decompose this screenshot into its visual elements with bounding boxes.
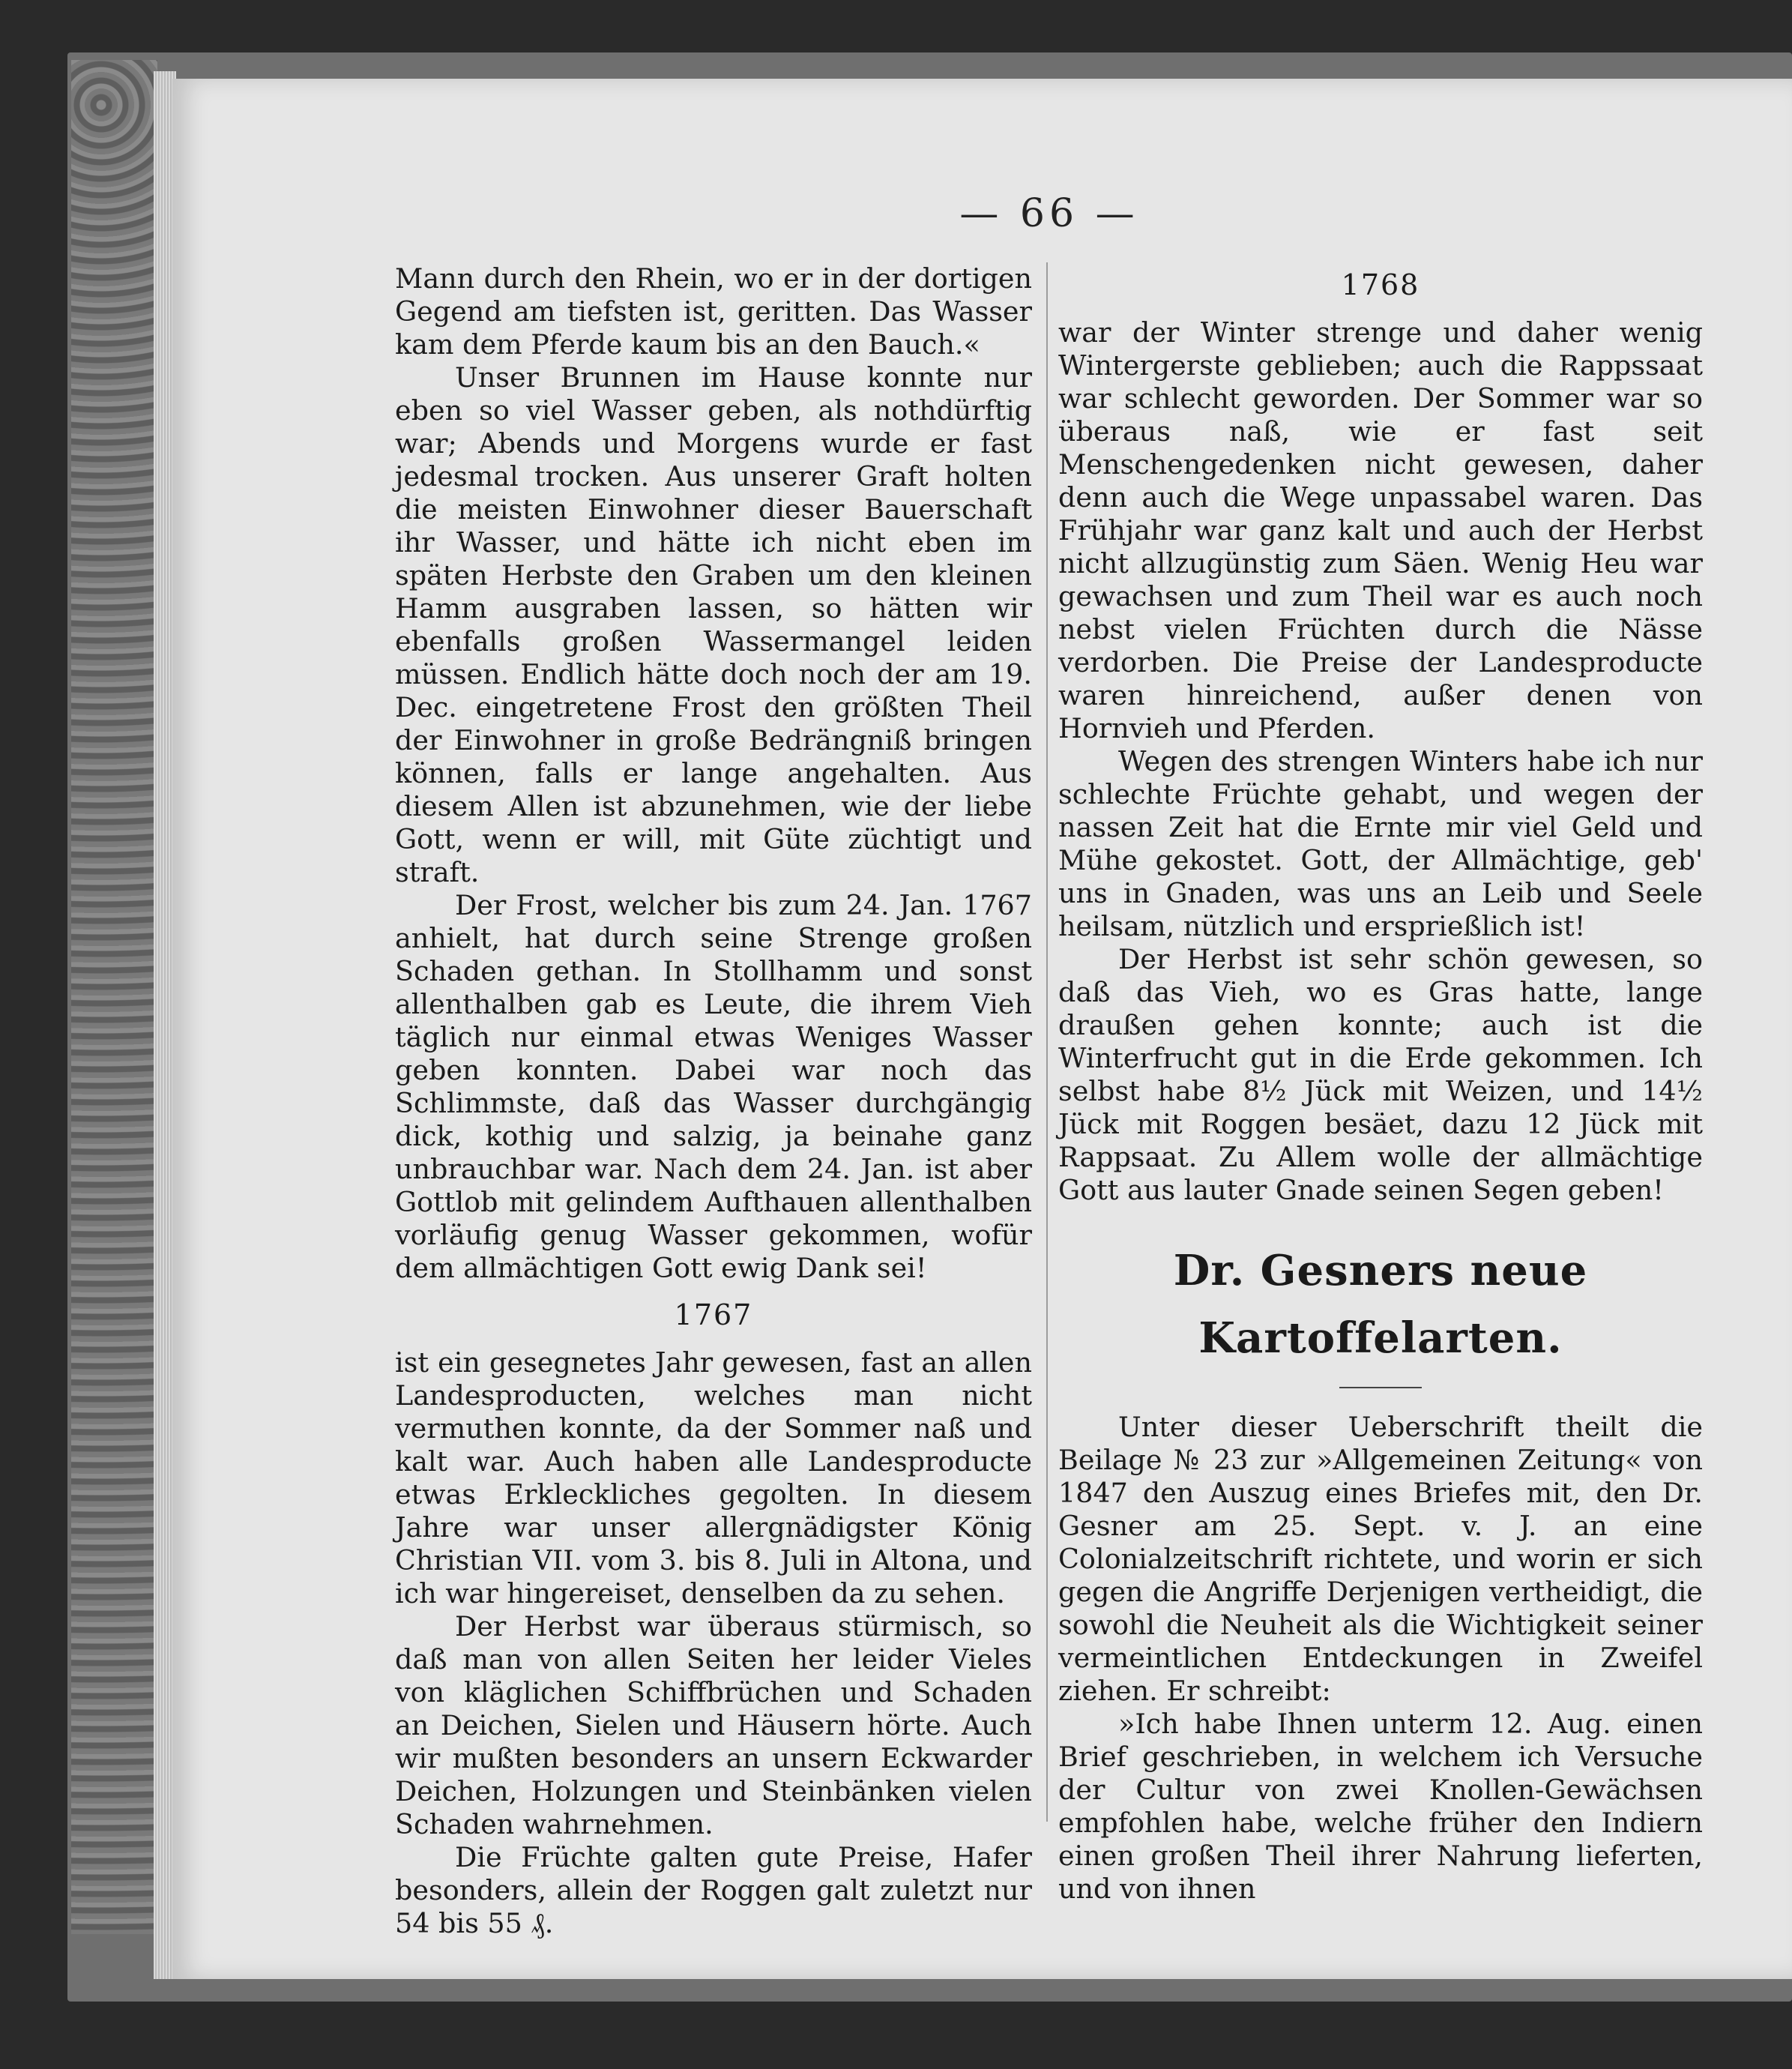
left-column [395, 262, 1032, 1940]
page-number: — 66 — [959, 191, 1139, 236]
left-paragraph-3: Der Frost, welcher bis zum 24. Jan. 1767 anhielt, hat durch seine Strenge großen Schaden gethan. In Stollhamm und sonst allenthalben gab es Leute, die ihrem Vieh täglich nur einmal etwas Weniges Wasser geben konnten. Dabei war noch das Schlimmste, daß das Wasser durchgängig dick, kothig und salzig, ja beinahe ganz unbrauchbar war. Nach dem 24. Jan. ist aber Gottlob mit gelindem Aufthauen allenthalben vorläufig genug Wasser gekommen, wofür dem allmächtigen Gott ewig Dank sei! [395, 889, 1032, 1284]
year-heading-1767: 1767 [674, 1298, 753, 1331]
left-paragraph-1: Mann durch den Rhein, wo er in der dortigen Gegend am tiefsten ist, geritten. Das Wasser kam dem Pferde kaum bis an den Bauch.« [395, 262, 1032, 361]
right-paragraph-5: »Ich habe Ihnen unterm 12. Aug. einen Brief geschrieben, in welchem ich Versuche der Cultur von zwei Knollen-Gewächsen empfohlen habe, welche früher den Indiern einen großen Theil ihrer Nahrung lieferten, und von ihnen [1058, 1708, 1703, 1905]
right-paragraph-3: Der Herbst ist sehr schön gewesen, so daß das Vieh, wo es Gras hatte, lange draußen gehen konnte; auch ist die Winterfrucht gut in die Erde gekommen. Ich selbst habe 8½ Jück mit Weizen, und 14½ Jück mit Roggen besäet, dazu 12 Jück mit Rappsaat. Zu Allem wolle der allmächtige Gott aus lauter Gnade seinen Segen geben! [1058, 943, 1703, 1206]
headline-rule [1339, 1387, 1422, 1388]
right-paragraph-1: war der Winter strenge und daher wenig Wintergerste geblieben; auch die Rappssaat war schlecht geworden. Der Sommer war so überaus naß, wie er fast seit Menschengedenken nicht gewesen, daher denn auch die Wege unpassabel waren. Das Frühjahr war ganz kalt und auch der Herbst nicht allzugünstig zum Säen. Wenig Heu war gewachsen und zum Theil war es auch noch nebst vielen Früchten durch die Nässe verdorben. Die Preise der Landesproducte waren hinreichend, außer denen von Hornvieh und Pferden. [1058, 316, 1703, 744]
right-paragraph-2: Wegen des strengen Winters habe ich nur schlechte Früchte gehabt, und wegen der nassen Zeit hat die Ernte mir viel Geld und Mühe gekostet. Gott, der Allmächtige, geb' uns in Gnaden, was uns an Leib und Seele heilsam, nützlich und ersprießlich ist! [1058, 745, 1703, 942]
column-divider [1046, 262, 1048, 1822]
article-headline: Dr. Gesners neue Kartoffelarten. [1173, 1246, 1588, 1363]
left-paragraph-2: Unser Brunnen im Hause konnte nur eben so viel Wasser geben, als nothdürftig war; Abends und Morgens wurde er fast jedesmal trocken. Aus unserer Graft holten die meisten Einwohner dieser Bauerschaft ihr Wasser, und hätte ich nicht eben im späten Herbste den Graben um den kleinen Hamm ausgraben lassen, so hätten wir ebenfalls großen Wassermangel leiden müssen. Endlich hätte doch noch der am 19. Dec. eingetretene Frost den größten Theil der Einwohner in große Bedrängniß bringen können, falls er lange angehalten. Aus diesem Allen ist abzunehmen, wie der liebe Gott, wenn er will, mit Güte züchtigt und straft. [395, 361, 1032, 888]
marbled-binding [71, 60, 157, 1934]
left-paragraph-4: ist ein gesegnetes Jahr gewesen, fast an allen Landesproducten, welches man nicht vermuthen konnte, da der Sommer naß und kalt war. Auch haben alle Landesproducte etwas Erkleckliches gegolten. In diesem Jahre war unser allergnädigster König Christian VII. vom 3. bis 8. Juli in Altona, und ich war hingereiset, denselben da zu sehen. [395, 1346, 1032, 1609]
left-paragraph-5: Der Herbst war überaus stürmisch, so daß man von allen Seiten her leider Vieles von kläglichen Schiffbrüchen und Schaden an Deichen, Sielen und Häusern hörte. Auch wir mußten besonders an unsern Eckwarder Deichen, Holzungen und Steinbänken vielen Schaden wahrnehmen. [395, 1610, 1032, 1840]
year-heading-1768: 1768 [1341, 268, 1420, 301]
right-paragraph-4: Unter dieser Ueberschrift theilt die Beilage № 23 zur »Allgemeinen Zeitung« von 1847 den Auszug eines Briefes mit, den Dr. Gesner am 25. Sept. v. J. an eine Colonialzeitschrift richtete, und worin er sich gegen die Angriffe Derjenigen vertheidigt, die sowohl die Neuheit als die Wichtigkeit seiner vermeintlichen Entdeckungen in Zweifel ziehen. Er schreibt: [1058, 1411, 1703, 1707]
left-paragraph-6: Die Früchte galten gute Preise, Hafer besonders, allein der Roggen galt zuletzt nur 54 bis 55 ₰. [395, 1841, 1032, 1939]
right-column [1058, 262, 1703, 1906]
